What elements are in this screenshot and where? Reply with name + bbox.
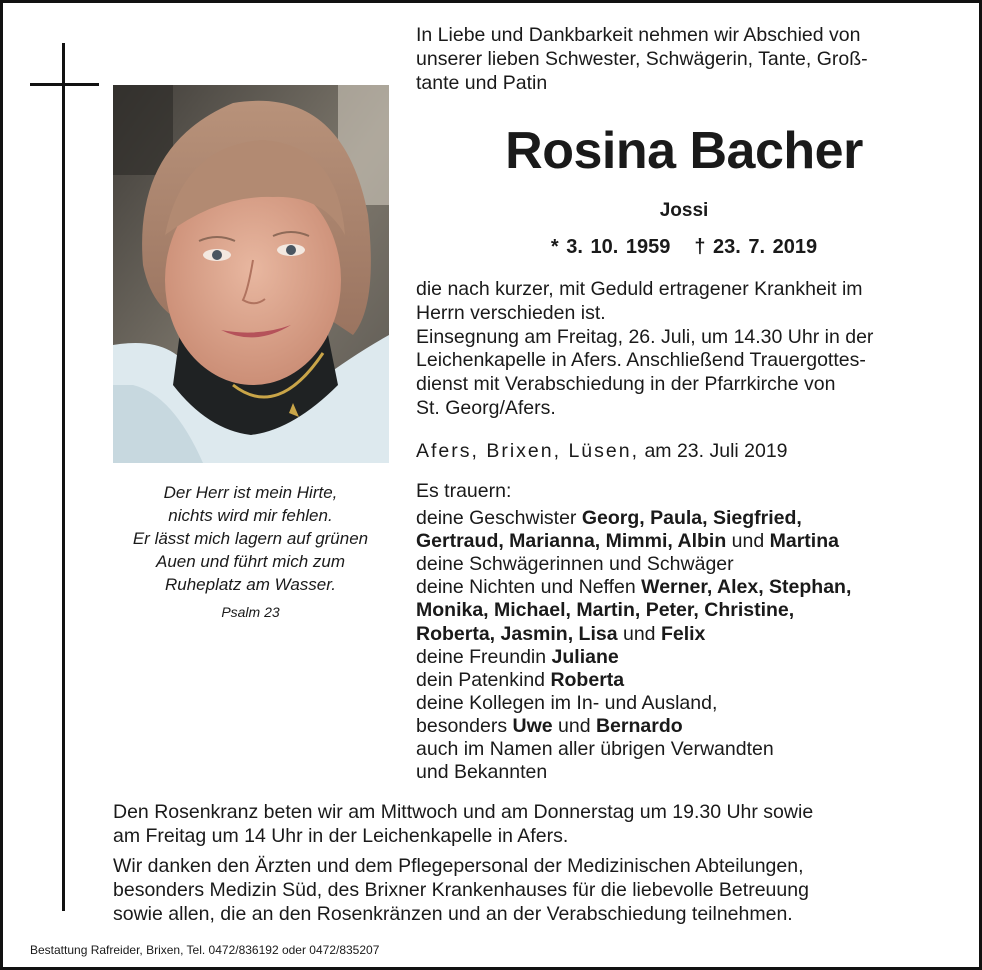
mourner-relation: und Bekannten (416, 761, 548, 784)
body-line: dienst mit Verabschiedung in der Pfarrkirche von (416, 373, 836, 396)
body-line: die nach kurzer, mit Geduld ertragener Krankheit im (416, 278, 863, 300)
mourner-line (416, 669, 961, 692)
mourner-names: Uwe (512, 714, 553, 737)
mourner-line (416, 761, 961, 784)
cross-vertical-bar (62, 43, 65, 911)
psalm-line: Der Herr ist mein Hirte, (163, 483, 338, 502)
deceased-name: Rosina Bacher (505, 122, 863, 180)
mourner-line (416, 553, 961, 576)
mourner-relation: und (726, 530, 770, 553)
place-and-date (416, 439, 956, 463)
mourner-relation: besonders (416, 714, 513, 737)
body-line: Einsegnung am Freitag, 26. Juli, um 14.30 Uhr in der (416, 325, 874, 348)
psalm-line: nichts wird mir fehlen. (168, 506, 333, 525)
intro-line: tante und Patin (416, 72, 548, 94)
mourner-names: Martina (769, 530, 839, 553)
psalm-reference: Psalm 23 (221, 604, 280, 620)
service-details (416, 278, 956, 421)
mourner-relation: und (552, 714, 596, 737)
mourner-line (416, 576, 961, 599)
mourner-line (416, 530, 961, 553)
deceased-nickname: Jossi (659, 200, 709, 221)
mourner-relation: deine Freundin (416, 645, 552, 668)
mourner-names: Monika, Michael, Martin, Peter, Christine, (416, 599, 795, 622)
portrait-illustration (113, 85, 389, 463)
body-line: Leichenkapelle in Afers. Anschließend Trauergottes- (416, 349, 866, 372)
intro-line: In Liebe und Dankbarkeit nehmen wir Abschied von (416, 24, 861, 46)
mourner-line (416, 646, 961, 669)
intro-line: unserer lieben Schwester, Schwägerin, Tante, Groß- (416, 48, 868, 70)
cross-horizontal-bar (30, 83, 99, 86)
mourner-line (416, 715, 961, 738)
rosary-line: am Freitag um 14 Uhr in der Leichenkapelle in Afers. (113, 825, 569, 847)
thanks-line: sowie allen, die an den Rosenkränzen und an der Verabschiedung teilnehmen. (113, 903, 793, 925)
mourner-names: Bernardo (595, 714, 683, 737)
thanks-line: Wir danken den Ärzten und dem Pflegepersonal der Medizinischen Abteilungen, (113, 855, 804, 877)
mourner-names: Roberta (550, 668, 625, 691)
mourner-line (416, 599, 961, 622)
mourner-relation: und (617, 622, 661, 645)
mourner-relation: deine Nichten und Neffen (416, 576, 642, 599)
body-line: Herrn verschieden ist. (416, 301, 606, 324)
mourner-names: Gertraud, Marianna, Mimmi, Albin (416, 530, 727, 553)
thanks-text (113, 854, 958, 926)
mourner-relation: deine Kollegen im In- und Ausland, (416, 691, 718, 714)
mourner-line (416, 738, 961, 761)
mourner-names: Werner, Alex, Stephan, (641, 576, 852, 599)
mourner-relation: dein Patenkind (416, 668, 551, 691)
notice-date: am 23. Juli 2019 (644, 440, 788, 462)
psalm-quote (108, 481, 393, 624)
rosary-line: Den Rosenkranz beten wir am Mittwoch und am Donnerstag um 19.30 Uhr sowie (113, 801, 814, 823)
mourner-names: Roberta, Jasmin, Lisa (416, 622, 618, 645)
mourner-line (416, 623, 961, 646)
thanks-line: besonders Medizin Süd, des Brixner Krankenhauses für die liebevolle Betreuung (113, 879, 809, 901)
mourner-names: Felix (660, 622, 706, 645)
mourners-list (416, 480, 961, 784)
life-dates (416, 234, 952, 260)
body-line: St. Georg/Afers. (416, 396, 556, 419)
mourner-names: Georg, Paula, Siegfried, (581, 507, 802, 530)
mourner-relation: auch im Namen aller übrigen Verwandten (416, 738, 774, 761)
place-towns: Afers, Brixen, Lüsen, (416, 440, 640, 462)
psalm-line: Ruheplatz am Wasser. (164, 575, 336, 594)
psalm-line: Er lässt mich lagern auf grünen (132, 529, 369, 548)
psalm-line: Auen und führt mich zum (156, 552, 345, 571)
funeral-home-contact: Bestattung Rafreider, Brixen, Tel. 0472/836192 oder 0472/835207 (30, 943, 380, 957)
mourner-line (416, 507, 961, 530)
death-date: † 23. 7. 2019 (694, 236, 818, 258)
intro-text (416, 23, 956, 95)
birth-date: * 3. 10. 1959 (550, 236, 671, 258)
mourner-rows (416, 507, 961, 784)
mourner-relation: deine Geschwister (416, 507, 582, 530)
mourner-relation: deine Schwägerinnen und Schwäger (416, 553, 734, 576)
portrait-photo (113, 85, 389, 463)
mourner-names: Juliane (551, 645, 619, 668)
rosary-announcement (113, 800, 958, 848)
mourner-line (416, 692, 961, 715)
mourners-label: Es trauern: (416, 480, 512, 502)
